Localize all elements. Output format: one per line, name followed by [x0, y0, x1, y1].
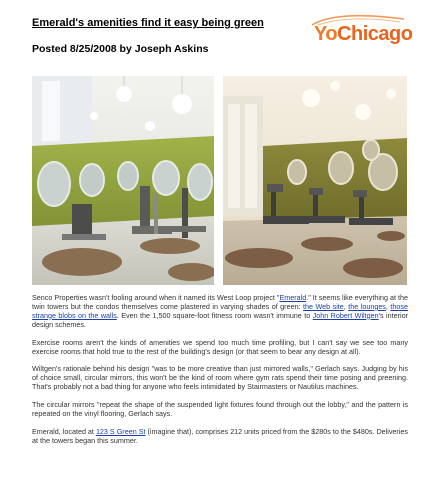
article-headline: Emerald's amenities find it easy being green — [32, 17, 264, 29]
photo-gym-left — [32, 76, 214, 285]
article-paragraph-1: Senco Properties wasn't fooling around when it named its West Loop project "Emerald." It seems like everything at the twin towers but the condos themselves come plastered in varying shades of green: the Web site, the lounges, those strange blobs on the walls. Even the 1,500 square-foot fitness room wasn't immune to John Robert Wiltgen's interior design schemes. — [32, 293, 409, 329]
link-wiltgen[interactable]: John Robert Wiltgen — [312, 310, 379, 320]
link-emerald[interactable]: Emerald — [279, 293, 307, 302]
article-paragraph-4: The circular mirrors "repeat the shape of the suspended light fixtures found through out the lobby," and the pattern is repeated on the vinyl flooring, Gerlach says. — [32, 400, 408, 419]
logo-wordmark: YoChicago — [314, 23, 413, 45]
article-paragraph-2: Exercise rooms aren't the kinds of amenities we spend too much time profiling, but I can't say we see too many exercise rooms that hold true to the rest of the building's design (or that seem to bear any design at all). — [32, 337, 408, 356]
article-paragraph-5: Emerald, located at 123 S Green St (imagine that), comprises 212 units priced from the $280s to the $480s. Deliveries at the towers began this summer. — [32, 426, 408, 445]
article-byline: Posted 8/25/2008 by Joseph Askins — [32, 43, 209, 55]
link-web-site[interactable]: the Web site — [303, 301, 344, 311]
link-lounges[interactable]: the lounges — [348, 301, 386, 311]
link-blobs[interactable]: those strange blobs on the walls — [32, 301, 408, 320]
yochicago-logo[interactable] — [306, 13, 413, 53]
article-body — [32, 294, 408, 455]
article-paragraph-3: Wiltgen's rationale behind his design "was to be more creative than just mirrored walls," Gerlach says. Judging by his of choice small, circular mirrors, this won't be the kind of room where gym rats spend their time posing and preening. That's probably not a bad thing for anyone who feels intimidated by Stairmasters or Nautilus machines. — [32, 364, 408, 392]
photo-gym-right — [223, 76, 407, 285]
link-address[interactable]: 123 S Green St — [95, 426, 146, 436]
